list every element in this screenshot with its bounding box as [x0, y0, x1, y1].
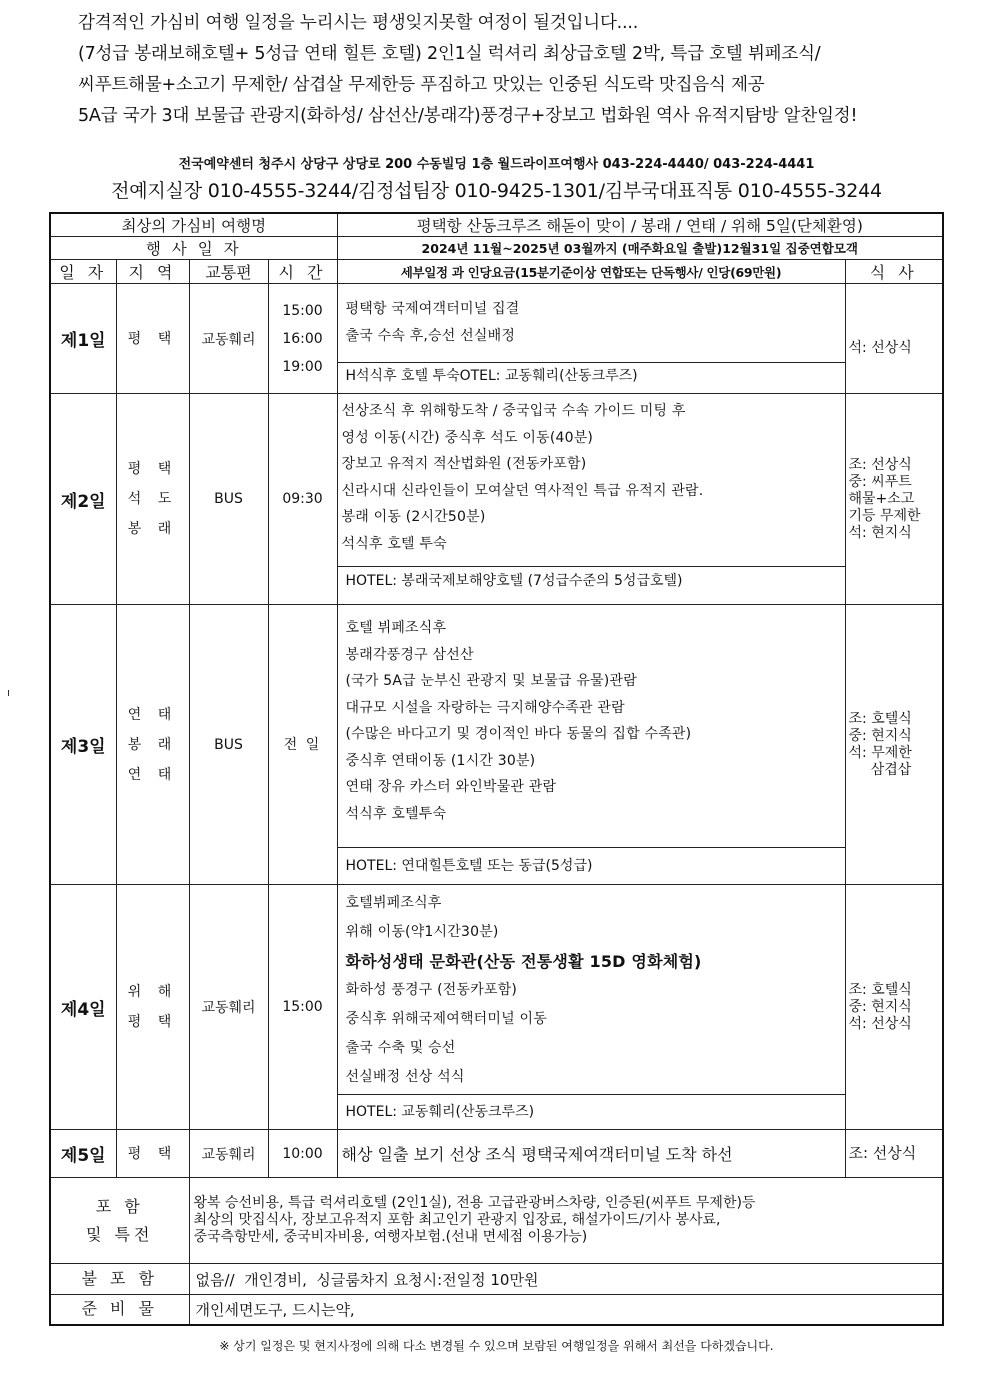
day-row	[50, 394, 943, 605]
detail-line: 화하성 풍경구 (전동카포함)	[345, 982, 518, 998]
time	[268, 284, 337, 394]
time-value: 16:00	[282, 330, 323, 347]
margin-mark	[8, 690, 9, 696]
meal-item: 삼겹삽	[848, 761, 912, 778]
detail	[337, 394, 845, 605]
transport: 교동훼리	[189, 885, 268, 1130]
detail-line: 신라시대 신라인들이 모여살던 역사적인 특급 유적지 관람.	[341, 482, 704, 499]
include-line: 중국측항만세, 중국비자비용, 여행자보험.(선내 면세점 이용가능)	[193, 1229, 588, 1245]
include-text	[189, 1178, 943, 1264]
meals	[845, 394, 943, 605]
hotel-info: HOTEL: 봉래국제보해양호텔 (7성급수준의 5성급호텔)	[338, 566, 845, 595]
tour-date: 2024년 11월~2025년 03월까지 (매주화요일 출발)12월31일 집중연합모객	[337, 237, 943, 260]
region	[116, 605, 189, 885]
day-label: 제5일	[50, 1130, 116, 1178]
day-label: 제3일	[50, 605, 116, 885]
exclude-text: 없음// 개인경비, 싱글룸차지 요청시:전일정 10만원	[189, 1264, 943, 1295]
detail-line: 영성 이동(시간) 중식후 석도 이동(40분)	[341, 429, 594, 446]
region-name: 봉 래	[127, 736, 178, 753]
exclude-row	[50, 1264, 943, 1295]
meal-item: 조: 선상식	[848, 1144, 917, 1162]
include-label	[50, 1178, 189, 1264]
intro-line: (7성급 봉래보해호텔+ 5성급 연태 힐튼 호텔) 2인1실 럭셔리 최상급호텔 2박, 특급 호텔 뷔페조식/	[78, 44, 821, 64]
include-line: 왕복 승선비용, 특급 럭셔리호텔 (2인1실), 전용 고급관광버스차량, 인증된(씨푸트 무제한)등	[193, 1195, 756, 1211]
footer-note: ※ 상기 일정은 및 현지사정에 의해 다소 변경될 수 있으며 보람된 여행일정을 위해서 최선을 다하겠습니다.	[219, 1339, 774, 1353]
transport: BUS	[189, 605, 268, 885]
detail-line: 해상 일출 보기 선상 조식 평택국제여객터미널 도착 하선	[341, 1145, 733, 1164]
detail-line: 석식후 호텔 투숙	[341, 535, 447, 552]
detail-line: 연태 장유 카스터 와인박물관 관람	[345, 779, 557, 795]
col-meal: 식 사	[845, 260, 943, 284]
prepare-text: 개인세면도구, 드시는약,	[189, 1295, 943, 1325]
detail	[337, 605, 845, 885]
detail-line: 장보고 유적지 적산법화원 (전동카포함)	[341, 456, 587, 472]
day-row	[50, 885, 943, 1130]
col-transport: 교통편	[189, 260, 268, 284]
detail-line: 석식후 호텔투숙	[345, 805, 447, 822]
detail-line: 화하성생태 문화관(산동 전통생활 15D 영화체험)	[345, 952, 702, 971]
detail-line: 출국 수속 후,승선 선실배정	[345, 327, 516, 344]
tour-date-label: 행 사 일 자	[50, 237, 337, 260]
day-label: 제2일	[50, 394, 116, 605]
include-label-line: 및 특전	[86, 1224, 154, 1244]
meal-item: 해물+소고	[848, 490, 915, 507]
region-name: 연 태	[127, 766, 178, 783]
meal-item: 조: 선상식	[848, 456, 912, 473]
intro-text	[78, 8, 958, 132]
hotel-info: H석식후 호텔 투숙OTEL: 교동훼리(산동크루즈)	[338, 362, 845, 390]
region	[116, 284, 189, 394]
region-name: 연 태	[127, 706, 178, 723]
region-name: 평 택	[127, 1145, 178, 1162]
region-name: 석 도	[127, 491, 178, 507]
prepare-label: 준 비 물	[50, 1295, 189, 1325]
day-row	[50, 1130, 943, 1178]
day-row	[50, 605, 943, 885]
detail	[337, 284, 845, 394]
include-label-line: 포 함	[95, 1196, 144, 1216]
detail	[337, 1130, 845, 1178]
detail-line: 선상조식 후 위해항도착 / 중국입국 수속 가이드 미팅 후	[341, 403, 686, 419]
time-value: 15:00	[282, 999, 323, 1015]
meal-item: 석: 현지식	[848, 524, 912, 541]
col-region: 지 역	[116, 260, 189, 284]
transport: 교동훼리	[189, 1130, 268, 1178]
time-value: 09:30	[282, 491, 323, 507]
detail-line: (수많은 바다고기 및 경이적인 바다 동물의 집합 수족관)	[345, 726, 692, 742]
time-value: 10:00	[282, 1145, 323, 1162]
detail-line: 중식후 위해국제여핵터미널 이동	[345, 1011, 547, 1027]
hotel-info: HOTEL: 교동훼리(산동크루즈)	[338, 1094, 845, 1129]
detail-line: (국가 5A급 눈부신 관광지 및 보물급 유물)관람	[345, 673, 637, 689]
meal-item: 석: 선상식	[848, 1015, 912, 1032]
meal-item: 조: 호텔식	[848, 981, 912, 998]
meals	[845, 605, 943, 885]
region-name: 위 해	[127, 984, 178, 1000]
region	[116, 885, 189, 1130]
detail-line: 평택항 국제여객터미널 집결	[345, 301, 520, 317]
day-label: 제1일	[50, 284, 116, 394]
detail	[337, 885, 845, 1130]
intro-line: 씨푸트해물+소고기 무제한/ 삼겹살 무제한등 푸짐하고 맛있는 인중된 식도락 맛집음식 제공	[78, 75, 765, 95]
detail-line: 출국 수축 및 승선	[345, 1040, 456, 1056]
time-value: 15:00	[282, 302, 323, 319]
intro-line: 감격적인 가심비 여행 일정을 누리시는 평생잊지못할 여정이 될것입니다....	[78, 13, 639, 33]
detail-line: 선실배정 선상 석식	[345, 1069, 465, 1085]
day-label: 제4일	[50, 885, 116, 1130]
transport: BUS	[189, 394, 268, 605]
time-value: 전 일	[283, 736, 322, 753]
time	[268, 885, 337, 1130]
col-day: 일 자	[50, 260, 116, 284]
meal-item: 중: 씨푸트	[848, 473, 912, 490]
col-detail: 세부일정 과 인당요금(15분기준이상 연합또는 단독행사/ 인당(69만원)	[337, 260, 845, 284]
detail-line: 중식후 연태이동 (1시간 30분)	[345, 752, 536, 769]
itinerary-table	[49, 212, 944, 1326]
detail-line: 위해 이동(약1시간30분)	[345, 924, 499, 940]
intro-line: 5A급 국가 3대 보물급 관광지(화하성/ 삼선산/봉래각)풍경구+장보고 법화원 역사 유적지탐방 알찬일정!	[78, 106, 858, 126]
detail-line: 호텔 뷔페조식후	[345, 620, 447, 636]
meals	[845, 885, 943, 1130]
include-line: 최상의 맛집식사, 장보고유적지 포함 최고인기 관광지 입장료, 해설가이드/기사 봉사료,	[193, 1212, 721, 1228]
meals	[845, 1130, 943, 1178]
agency-info: 전국예약센터 청주시 상당구 상당로 200 수동빌딩 1층 월드라이프여행사 043-224-4440/ 043-224-4441	[178, 157, 815, 172]
tour-name-label: 최상의 가심비 여행명	[50, 213, 337, 237]
meal-item: 석: 무제한	[848, 744, 912, 761]
time	[268, 605, 337, 885]
region-name: 평 택	[127, 330, 178, 347]
contact-numbers: 전예지실장 010-4555-3244/김정섭팀장 010-9425-1301/김부국대표직통 010-4555-3244	[111, 180, 882, 202]
transport: 교동훼리	[189, 284, 268, 394]
meal-item: 기등 무제한	[848, 507, 921, 524]
region-name: 평 택	[127, 1014, 178, 1030]
time-value: 19:00	[282, 358, 323, 375]
meal-item: 중: 현지식	[848, 727, 912, 744]
prepare-row	[50, 1295, 943, 1325]
hotel-info: HOTEL: 연대힐튼호텔 또는 동급(5성급)	[338, 847, 845, 884]
region	[116, 1130, 189, 1178]
region-name: 평 택	[127, 461, 178, 477]
meals	[845, 284, 943, 394]
time	[268, 394, 337, 605]
meal-item: 석: 선상식	[848, 340, 912, 356]
region	[116, 394, 189, 605]
day-row	[50, 284, 943, 394]
meal-item: 중: 현지식	[848, 998, 912, 1015]
tour-name: 평택항 산동크루즈 해돋이 맞이 / 봉래 / 연태 / 위해 5일(단체환영)	[337, 213, 943, 237]
col-time: 시 간	[268, 260, 337, 284]
detail-line: 봉래 이동 (2시간50분)	[341, 509, 486, 525]
include-row	[50, 1178, 943, 1264]
detail-line: 봉래각풍경구 삼선산	[345, 646, 474, 663]
region-name: 봉 래	[127, 521, 178, 537]
time	[268, 1130, 337, 1178]
exclude-label: 불 포 함	[50, 1264, 189, 1295]
detail-line: 호텔뷔페조식후	[345, 895, 442, 911]
detail-line: 대규모 시설을 자랑하는 극지해양수족관 관람	[345, 699, 625, 716]
meal-item: 조: 호텔식	[848, 710, 912, 727]
